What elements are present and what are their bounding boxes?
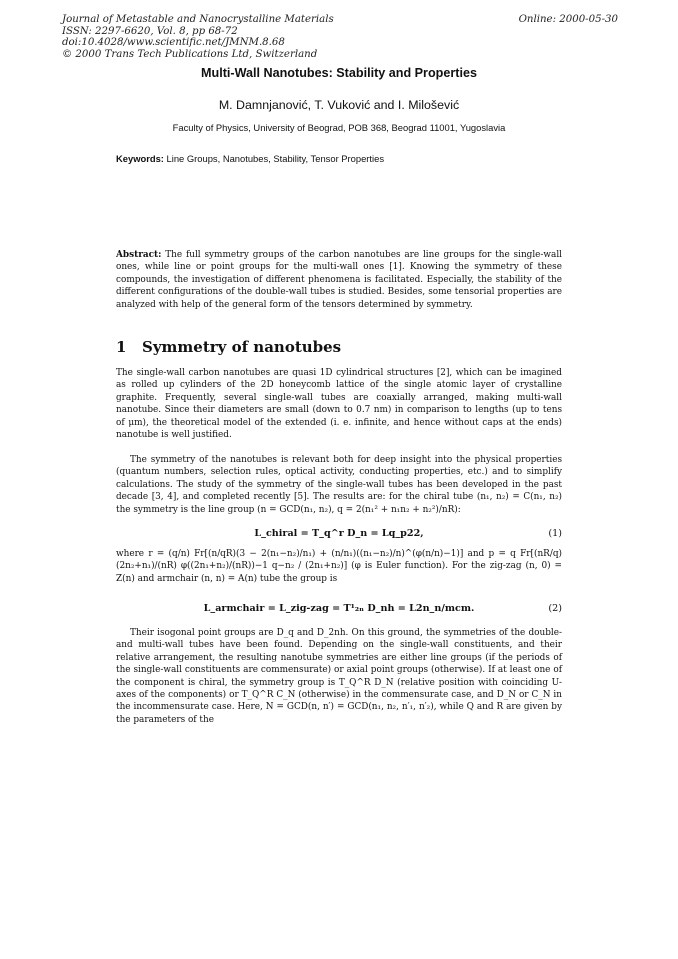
section-number: 1	[116, 338, 127, 356]
equation-2-number: (2)	[548, 603, 562, 614]
paper-authors: M. Damnjanović, T. Vuković and I. Milošević	[218, 98, 460, 112]
paragraph-2: The symmetry of the nanotubes is relevant both for deep insight into the physical properties (quantum numbers, selection rules, optical activity, conducting properties, etc.) and to simplify calculations. The study of the symmetry of the single-wall tubes has been developed in the past decade [3, 4], and completed recently [5]. The results are: for the chiral tube (n₁, n₂) = C(n₁, n₂) the symmetry is the line group (n = GCD(n₁, n₂), q = 2(n₁² + n₁n₂ + n₂²)/nR):	[116, 455, 562, 515]
equation-1-formula: L_chiral = T_q^r D_n = Lq_p22,	[254, 528, 424, 539]
doi-line: doi:10.4028/www.scientific.net/JMNM.8.68	[62, 37, 285, 49]
paper-title: Multi-Wall Nanotubes: Stability and Properties	[201, 66, 477, 80]
issn-line: ISSN: 2297-6620, Vol. 8, pp 68-72	[62, 25, 238, 37]
keywords	[116, 153, 384, 164]
section-title: Symmetry of nanotubes	[142, 338, 342, 356]
paper-affiliation: Faculty of Physics, University of Beograd, POB 368, Beograd 11001, Yugoslavia	[172, 122, 506, 133]
journal-header	[62, 14, 618, 60]
keywords-label: Keywords:	[116, 153, 164, 164]
paragraph-1: The single-wall carbon nanotubes are quasi 1D cylindrical structures [2], which can be imagined as rolled up cylinders of the 2D honeycomb lattice of the single atomic layer of crystalline graphite. Frequently, several single-wall tubes are coaxially arranged, making multi-wall nanotube. Since their diameters are small (down to 0.7 nm) in comparison to lengths (up to tens of μm), the theoretical model of the extended (i. e. infinite, and hence without caps at the ends) nanotube is well justified.	[116, 368, 562, 441]
abstract-text: The full symmetry groups of the carbon nanotubes are line groups for the single-wall ones, while line or point groups for the multi-wall ones [1]. Knowing the symmetry of these compounds, the investigation of different phenomena is facilitated. Especially, the stability of the different configurations of the double-wall tubes is studied. Besides, some tensorial properties are analyzed with help of the general form of the tensors determined by symmetry.	[116, 250, 562, 310]
online-date: Online: 2000-05-30	[518, 14, 618, 25]
equation-1-number: (1)	[548, 528, 562, 539]
paragraph-4: Their isogonal point groups are D_q and D_2nh. On this ground, the symmetries of the double- and multi-wall tubes have been found. Depending on the single-wall constituents, and their relative arrangement, the resulting nanotube symmetries are either line groups (if the periods of the single-wall constituents are commensurate) or axial point groups (otherwise). If at least one of the component is chiral, the symmetry group is T_Q^R D_N (relative position with coinciding U-axes of the components) or T_Q^R C_N (otherwise) in the commensurate case, and D_N or C_N in the incommensurate case. Here, N = GCD(n, n′) = GCD(n₁, n₂, n′₁, n′₂), while Q and R are given by the parameters of the	[116, 628, 562, 725]
equation-2-formula: L_armchair = L_zig-zag = T¹₂ₙ D_nh = L2n_n/mcm.	[203, 603, 475, 614]
copyright-line: © 2000 Trans Tech Publications Ltd, Switzerland	[62, 48, 318, 60]
keywords-text: Line Groups, Nanotubes, Stability, Tensor Properties	[163, 153, 385, 164]
section-heading	[116, 338, 341, 356]
abstract-label: Abstract:	[116, 250, 162, 260]
journal-name: Journal of Metastable and Nanocrystalline Materials	[62, 14, 334, 25]
abstract	[116, 249, 562, 311]
paragraph-3: where r = (q/n) Fr[(n/qR)(3 − 2(n₁−n₂)/n₁) + (n/n₁)((n₁−n₂)/n)^(φ(n/n)−1)] and p = q Fr[(nR/q)(2n₂+n₁)/(nR) φ((2n₁+n₂)/(nR))−1 q−n₂ / (2n₁+n₂)] (φ is Euler function). For the zig-zag (n, 0) = Z(n) and armchair (n, n) = A(n) tube the group is	[116, 549, 562, 584]
